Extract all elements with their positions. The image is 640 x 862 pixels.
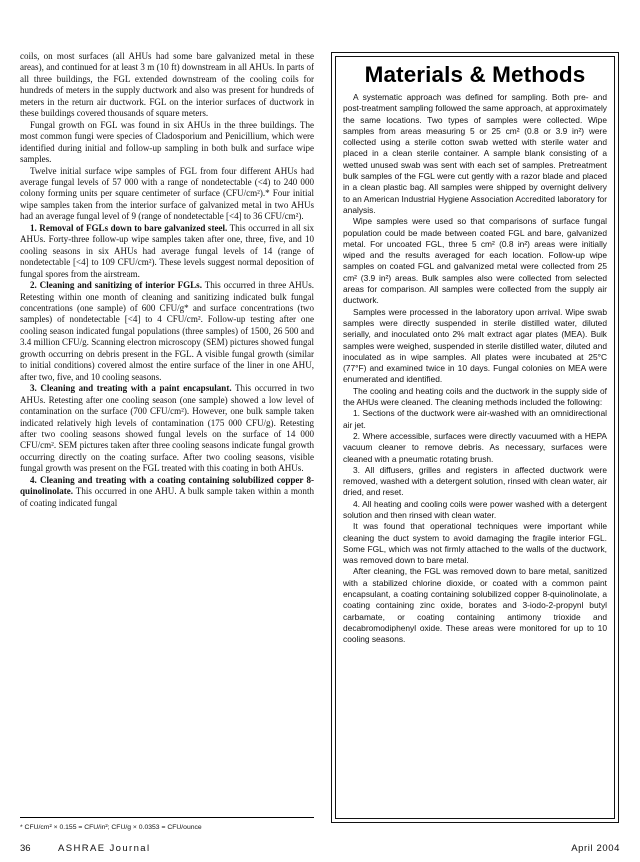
method-3-heading: 3. Cleaning and treating with a paint encapsulant. — [30, 383, 232, 394]
sidebar-paragraph-treatments: After cleaning, the FGL was removed down to bare metal, sanitized with a stabilized chlorine dioxide, or coated with a common paint encapsulant, a coating containing solubilized copper 8-quinolinolate, a coating containing zinc oxide, borates and 3-iodo-2-propynl butyl carbamate, or coating containing antimony trioxide and decabromodiphenyl oxide. These areas were monitored for up to 10 cooling seasons. — [343, 566, 607, 645]
method-4-text: This occurred in one AHU. A bulk sample taken within a month of coating indicated fungal — [20, 486, 314, 508]
paragraph-method-2 — [20, 280, 314, 383]
paragraph-method-3 — [20, 383, 314, 475]
method-2-text: This occurred in three AHUs. Retesting within one month of cleaning and sanitizing indicated bulk fungal concentrations (one sample) of 600 CFU/g* and surface concentrations (two samples) of nondetectable [<4] to 4 CFU/cm². Follow-up testing after one cooling season indicated fungal populations (three samples) of 1500, 26 500 and 3.4 million CFU/g. Scanning electron microscopy (SEM) pictures showed fungal growth occurring on debris present in the FGL. A visible fungal growth (similar to initial conditions) covered almost the entire surface of the liner in one AHU, after two, five, and 10 cooling seasons. — [20, 280, 314, 382]
sidebar-inner-frame — [335, 56, 615, 819]
footnote: * CFU/cm² × 0.155 = CFU/in²; CFU/g × 0.0353 = CFU/ounce — [20, 824, 202, 831]
method-1-heading: 1. Removal of FGLs down to bare galvanized steel. — [30, 222, 228, 233]
paragraph-method-1 — [20, 223, 314, 280]
method-2-heading: 2. Cleaning and sanitizing of interior FGLs. — [30, 280, 202, 291]
sidebar-list-item-1: 1. Sections of the ductwork were air-washed with an omnidirectional air jet. — [343, 408, 607, 430]
article-body-left-column — [20, 51, 314, 509]
page-footer — [20, 843, 620, 857]
journal-name: ASHRAE Journal — [58, 843, 151, 854]
sidebar-list-item-2: 2. Where accessible, surfaces were directly vacuumed with a HEPA vacuum cleaner to remove debris. As necessary, surfaces were cleaned with a pneumatic rotating brush. — [343, 430, 607, 464]
sidebar-paragraph-cleaning-intro: The cooling and heating coils and the ductwork in the supply side of the AHUs were cleaned. The cleaning methods included the following: — [343, 385, 607, 408]
issue-date: April 2004 — [571, 843, 620, 854]
sidebar-list-item-4: 4. All heating and cooling coils were power washed with a detergent solution and then rinsed with clean water. — [343, 498, 607, 520]
paragraph-fungal-growth: Fungal growth on FGL was found in six AHUs in the three buildings. The most common fungi were species of Cladosporium and Penicillium, which were identified during initial and follow-up sampling in both bulk and surface wipe samples. — [20, 119, 314, 165]
sidebar-paragraph-wipe-samples: Wipe samples were used so that comparisons of surface fungal population could be made between coated FGL and bare, galvanized metal. For uncoated FGL, three 5 cm² (0.8 in²) areas were initially wiped and the results averaged for each location. Follow-up wipe samples on coated FGL and galvanized metal were collected from 25 cm² (3.9 in²) areas. Bulk samples also were collected from selected areas for comparison. All samples were collected from the supply air ductwork. — [343, 216, 607, 306]
sidebar-paragraph-lab-processing: Samples were processed in the laboratory upon arrival. Wipe swab samples were directly suspended in sterile distilled water, diluted serially, and inoculated onto 2% malt extract agar plates (MEA). Bulk samples were weighed, suspended in sterile distilled water, diluted and inoculated as in wipe samples. All plates were incubated at 25°C (77°F) and examined twice in 10 days. Fungal colonies on MEA were enumerated and identified. — [343, 306, 607, 385]
method-1-text: This occurred in all six AHUs. Forty-three follow-up wipe samples taken after one, three, five, and 10 cooling seasons in six AHUs had average fungal levels of 14 (range of nondetectable [<4] to 109 CFU/cm²). These levels suggest normal deposition of fungal spores from the airstream. — [20, 222, 314, 279]
method-3-text: This occurred in two AHUs. Retesting after one cooling season (one sample) showed a low level of contamination on the surface (700 CFU/cm²). However, one bulk sample taken indicated relatively high levels of contamination (175 000 CFU/g). Retesting after two cooling seasons showed fungal levels on the surface of 14 000 CFU/cm². SEM pictures taken after three cooling seasons indicate fungal growth occurring directly on the coating surface. After two cooling seasons, visible fungal growth was present on the FGL treated with this coating in both AHUs. — [20, 383, 314, 474]
sidebar-paragraph-techniques: It was found that operational techniques were important while cleaning the duct system to avoid damaging the fragile interior FGL. Some FGL, which was not firmly attached to the walls of the ductwork, was removed down to bare metal. — [343, 521, 607, 566]
materials-methods-sidebar — [331, 52, 619, 823]
footnote-divider — [20, 817, 314, 818]
method-4-heading: 4. Cleaning and treating with a coating containing solubilized copper 8-quinolinolate. — [20, 474, 314, 497]
sidebar-title: Materials & Methods — [364, 62, 586, 87]
sidebar-paragraph-sampling: A systematic approach was defined for sampling. Both pre- and post-treatment sampling followed the same approach, at approximately the same locations. Two types of samples were collected. Wipe samples from areas measuring 5 or 25 cm² (0.8 or 3.9 in²) were collected using a sterile cotton swab wetted with sterile water and placed in a clean sterile container. A sample blank consisting of a wetted unused swab was sent with each set of samples. Pretreatment bulk samples of the FGL were cut gently with a razor blade and placed in a clean plastic bag. All samples were shipped by overnight delivery to an American Industrial Hygiene Association Accredited laboratory for analysis. — [343, 92, 607, 215]
sidebar-list-item-3: 3. All diffusers, grilles and registers in affected ductwork were removed, washed with a detergent solution, rinsed with clean water, air dried, and reset. — [343, 464, 607, 498]
sidebar-body — [343, 92, 607, 646]
paragraph-method-4 — [20, 475, 314, 509]
paragraph-continued: coils, on most surfaces (all AHUs had some bare galvanized metal in these areas), and continued for at least 3 m (10 ft) downstream in all AHUs. In parts of all three buildings, the FGL extended downstream of the cooling coils for hundreds of meters in the supply ductwork and also was present for hundreds of meters in the return air ductwork. FGL on the interior surfaces of ductwork in these buildings covered thousands of square meters. — [20, 51, 314, 119]
page-number: 36 — [20, 843, 31, 854]
paragraph-initial-samples: Twelve initial surface wipe samples of FGL from four different AHUs had average fungal levels of 57 000 with a range of nondetectable (<4) to 240 000 colony forming units per square centimeter of surface (CFU/cm²).* Four initial wipe samples taken from the interior surface of galvanized metal in two AHUs had an average fungal level of 9 (range of nondetectable [<4] to 36 CFU/cm²). — [20, 165, 314, 222]
